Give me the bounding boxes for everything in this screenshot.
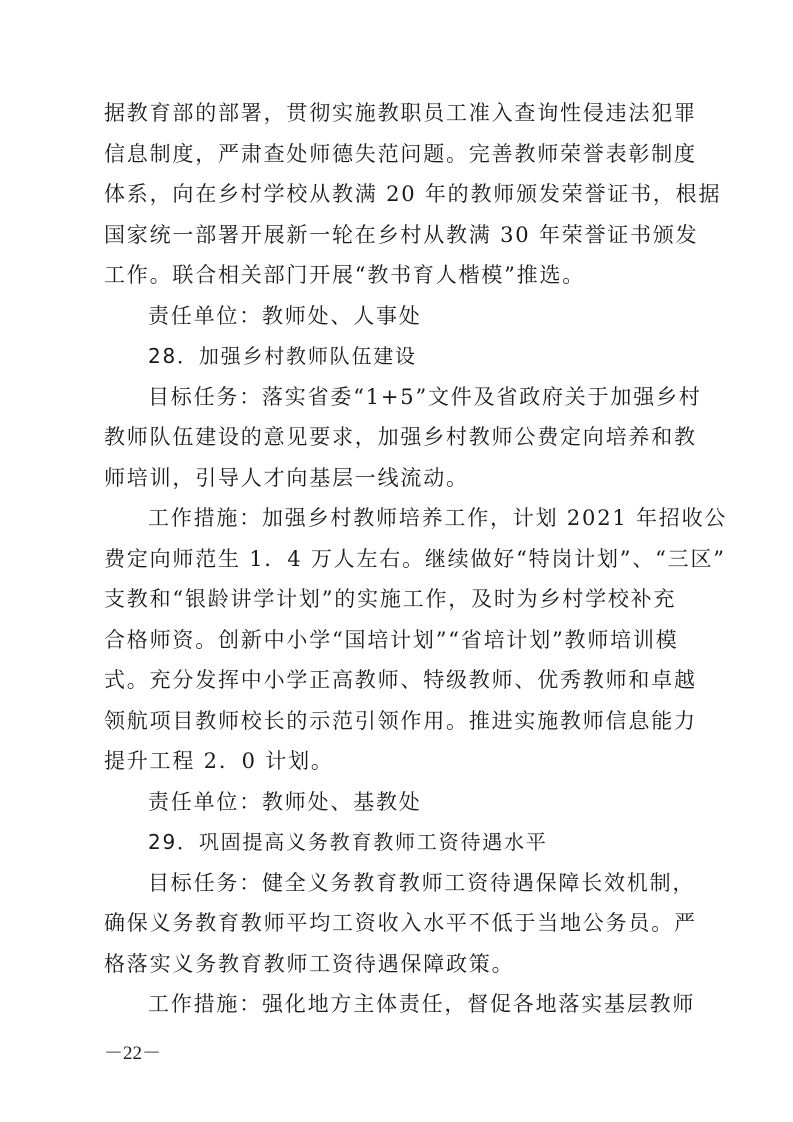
- text-line: 国家统一部署开展新一轮在乡村从教满 30 年荣誉证书颁发: [104, 222, 699, 247]
- text-line: 提升工程 2．0 计划。: [104, 749, 334, 773]
- text-line: 费定向师范生 1．4 万人左右。继续做好“特岗计划”、“三区”: [104, 546, 726, 571]
- paragraph-start-line: 工作措施：加强乡村教师培养工作，计划 2021 年招收公: [148, 506, 728, 530]
- text-line: 体系，向在乡村学校从教满 20 年的教师颁发荣誉证书，根据: [104, 182, 722, 206]
- text-line: 式。充分发挥中小学正高教师、特级教师、优秀教师和卓越: [104, 668, 697, 692]
- text-line: 确保义务教育教师平均工资收入水平不低于当地公务员。严: [104, 911, 697, 935]
- section-heading-29: 29．巩固提高义务教育教师工资待遇水平: [148, 830, 548, 854]
- text-line: 格落实义务教育教师工资待遇保障政策。: [104, 951, 515, 976]
- paragraph-start-line: 工作措施：强化地方主体责任，督促各地落实基层教师: [148, 992, 696, 1016]
- text-line: 领航项目教师校长的示范引领作用。推进实施教师信息能力: [104, 708, 697, 733]
- text-line: 支教和“银龄讲学计划”的实施工作，及时为乡村学校补充: [104, 587, 677, 611]
- page-number: －22－: [104, 1043, 162, 1064]
- text-line: 据教育部的部署，贯彻实施教职员工准入查询性侵违法犯罪: [104, 101, 697, 125]
- text-line: 合格师资。创新中小学“国培计划”“省培计划”教师培训模: [104, 627, 679, 652]
- body-text: [104, 93, 728, 1025]
- paragraph-start-line: 目标任务：落实省委“1+5”文件及省政府关于加强乡村: [148, 384, 702, 409]
- responsible-unit-line: 责任单位：教师处、人事处: [148, 303, 422, 328]
- text-line: 师培训，引导人才向基层一线流动。: [104, 465, 469, 490]
- responsible-unit-line: 责任单位：教师处、基教处: [148, 789, 422, 814]
- text-line: 信息制度，严肃查处师德失范问题。完善教师荣誉表彰制度: [104, 141, 697, 166]
- section-heading-28: 28．加强乡村教师队伍建设: [148, 344, 417, 368]
- text-line: 工作。联合相关部门开展“教书育人楷模”推选。: [104, 263, 586, 287]
- paragraph-start-line: 目标任务：健全义务教育教师工资待遇保障长效机制，: [148, 870, 696, 895]
- text-line: 教师队伍建设的意见要求，加强乡村教师公费定向培养和教: [104, 425, 697, 449]
